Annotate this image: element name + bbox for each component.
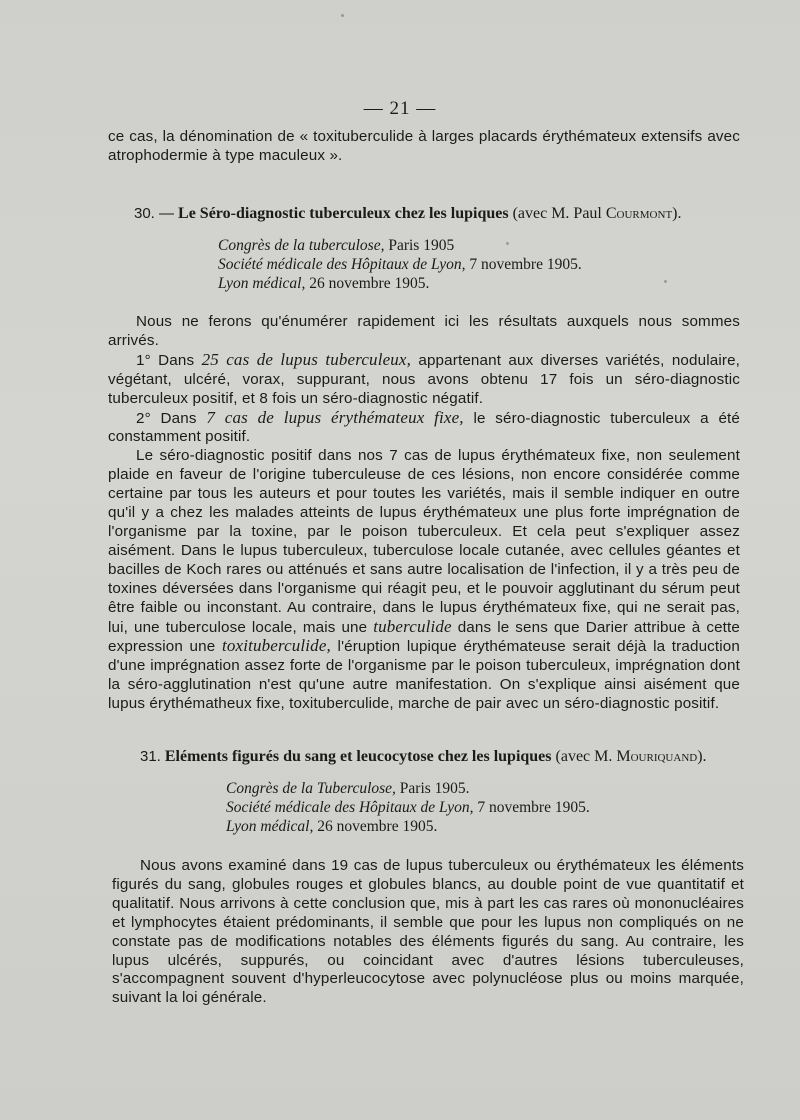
- reference-line: Société médicale des Hôpitaux de Lyon, 7 novembre 1905.: [218, 256, 582, 273]
- emphasis: 7 cas de lupus érythémateux fixe,: [206, 407, 464, 427]
- section-30-body: [108, 313, 740, 714]
- reference-line: Lyon médical, 26 novembre 1905.: [226, 818, 438, 835]
- coauthor-name: Courmont: [605, 205, 673, 222]
- section-30-heading: [134, 205, 774, 223]
- paper-speck: [341, 14, 344, 17]
- section-number: 31.: [140, 748, 161, 765]
- paragraph: Nous avons examiné dans 19 cas de lupus tuberculeux ou érythémateux les éléments figurés du sang, globules rouges et globules blancs, au double point de vue quantitatif et qualitatif. Nous arrivons à cette conclusion que, mis à part les cas rares où mononucléaires et lymphocytes étaient prédominants, il semble que pour les lupus non compliqués on ne constate pas de modifications notables des éléments figurés du sang. Au contraire, les lupus ulcérés, suppurés, ou coincidant avec d'autres lésions tuberculeuses, s'accompagnent souvent d'hyperleucocytose avec polynucléose plus ou moins marquée, suivant la loi générale.: [112, 857, 744, 1007]
- reference-line: Lyon médical, 26 novembre 1905.: [218, 275, 430, 292]
- section-31-references: [226, 779, 646, 836]
- section-title: Eléments figurés du sang et leucocytose chez les lupiques: [164, 748, 552, 765]
- page-number: — 21 —: [363, 98, 437, 119]
- paragraph: Le séro-diagnostic positif dans nos 7 cas de lupus érythémateux fixe, non seulement plaide en faveur de l'origine tuberculeuse de ces lésions, non encore considérée comme certaine par tous les auteurs et pour toutes les variétés, mais il semble indiquer en outre qu'il y a chez les malades atteints de lupus érythémateux une plus forte imprégnation de l'organisme par la toxine, par le poison tuberculeux. Et cela peut s'expliquer assez aisément. Dans le lupus tuberculeux, tuberculose locale cutanée, avec cellules géantes et bacilles de Koch rares ou atténués et sans autre localisation de l'infection, il y a très peu de toxines déversées dans l'organisme qui réagit peu, et le pouvoir agglutinant du sérum peut être faible ou inconstant. Au contraire, dans le lupus érythémateux fixe, qui ne serait pas, lui, une tuberculose locale, mais une tuberculide dans le sens que Darier attribue à cette expression une toxituberculide, l'éruption lupique érythémateuse serait déjà la traduction d'une imprégnation assez forte de l'organisme par le poison tuberculeux, imprégnation dont la séro-agglutination n'est qu'une autre manifestation. On s'explique ainsi aisément que lupus érythématheux fixe, toxituberculide, marche de pair avec un séro-diagnostic positif.: [108, 447, 741, 713]
- section-31-heading: [140, 748, 770, 766]
- emphasis: toxituberculide,: [221, 636, 331, 656]
- intro-text: ce cas, la dénomination de « toxituberculide à larges placards érythémateux extensifs avec atrophodermie à type maculeux ».: [108, 128, 740, 164]
- coauthor-suffix: ).: [672, 205, 682, 222]
- paragraph: Nous ne ferons qu'énumérer rapidement ici les résultats auxquels nous sommes arrivés.: [108, 313, 740, 349]
- paragraph: 2° Dans 7 cas de lupus érythémateux fixe, le séro-diagnostic tuberculeux a été constamment positif.: [108, 407, 741, 446]
- emphasis: tuberculide: [373, 616, 452, 636]
- emphasis: 25 cas de lupus tuberculeux,: [201, 349, 412, 369]
- reference-line: Congrès de la tuberculose, Paris 1905: [218, 237, 455, 254]
- coauthor-suffix: ).: [697, 748, 707, 765]
- paragraph: 1° Dans 25 cas de lupus tuberculeux, appartenant aux diverses variétés, nodulaire, végétant, ulcéré, vorax, suppurant, nous avons obtenu 17 fois un séro-diagnostic tuberculeux positif, et 8 fois un séro-diagnostic négatif.: [108, 349, 741, 407]
- coauthor-name: Mouriquand: [616, 748, 698, 765]
- coauthor-prefix: (avec M. Paul: [512, 205, 602, 222]
- intro-paragraph: [108, 128, 740, 166]
- reference-line: Société médicale des Hôpitaux de Lyon, 7 novembre 1905.: [226, 799, 590, 816]
- section-30-references: [218, 236, 638, 293]
- paper-speck: [664, 280, 667, 283]
- section-number: 30. —: [134, 205, 175, 222]
- reference-line: Congrès de la Tuberculose, Paris 1905.: [226, 780, 470, 797]
- section-31-body: [112, 857, 744, 1008]
- section-title: Le Séro-diagnostic tuberculeux chez les lupiques: [178, 205, 509, 222]
- coauthor-prefix: (avec M.: [555, 748, 613, 765]
